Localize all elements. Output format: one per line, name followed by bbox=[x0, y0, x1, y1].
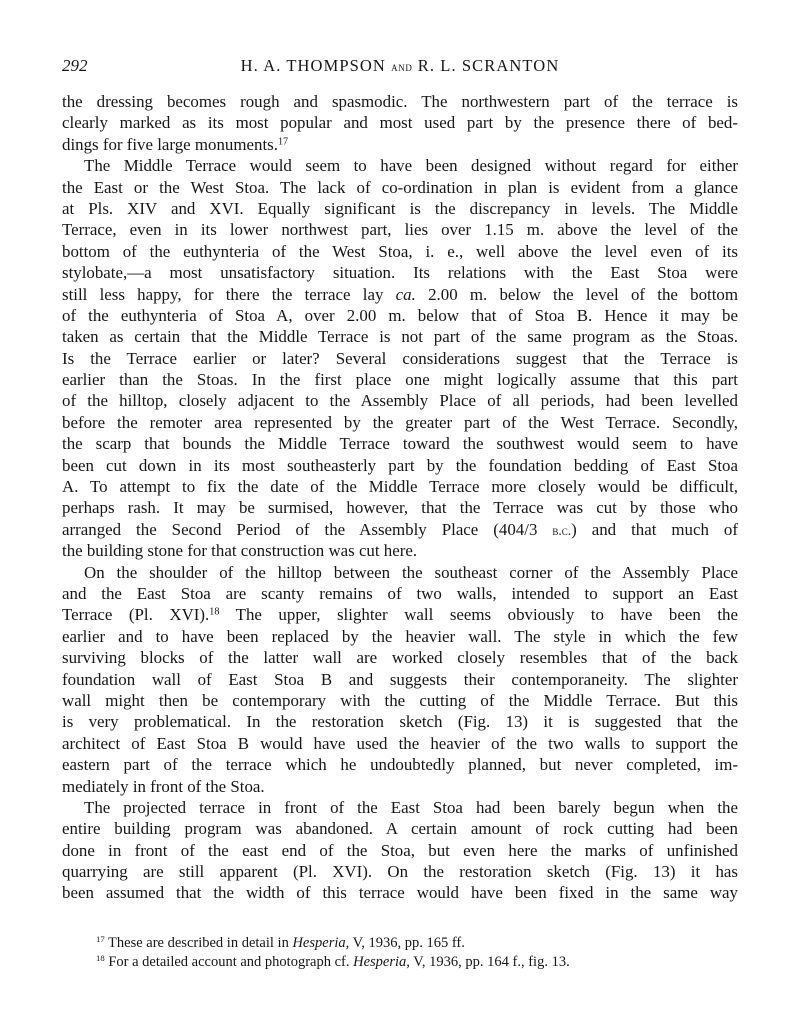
footnotes bbox=[96, 934, 736, 972]
text-line: the scarp that bounds the Middle Terrace toward the southwest would seem to have bbox=[62, 434, 738, 454]
italic-ca: ca. bbox=[395, 284, 416, 304]
text-segment: 2.00 m. below the level of the bottom bbox=[415, 284, 738, 304]
text-line: stylobate,—a most unsatisfactory situation. Its relations with the East Stoa were bbox=[62, 263, 738, 283]
footnote-text: These are described in detail in bbox=[104, 935, 293, 951]
text-line: the dressing becomes rough and spasmodic. The northwestern part of the terrace is bbox=[62, 92, 738, 111]
running-head-conjunction: and bbox=[391, 59, 413, 74]
text-line: A. To attempt to fix the date of the Middle Terrace more closely would be difficult, bbox=[62, 477, 738, 497]
text-segment: arranged the Second Period of the Assembly Place (404/3 bbox=[62, 519, 553, 539]
text-line: mediately in front of the Stoa. bbox=[62, 776, 265, 796]
text-segment: ) and that much of bbox=[571, 519, 738, 539]
author-thompson: H. A. THOMPSON bbox=[240, 56, 386, 75]
text-segment: Terrace (Pl. XVI). bbox=[62, 605, 210, 625]
text-line: is very problematical. In the restoration sketch (Fig. 13) it is suggested that the bbox=[62, 712, 738, 732]
text-line: earlier and to have been replaced by the heavier wall. The style in which the few bbox=[62, 626, 738, 646]
footnote-17 bbox=[96, 934, 736, 953]
text-line: perhaps rash. It may be surmised, however, that the Terrace was cut by those who bbox=[62, 498, 738, 518]
footnote-ref-17: 17 bbox=[277, 136, 289, 148]
paragraph-first-line: The projected terrace in front of the East Stoa had been barely begun when the bbox=[84, 797, 738, 817]
text-line: earlier than the Stoas. In the first place one might logically assume that this part bbox=[62, 370, 738, 390]
text-line: surviving blocks of the latter wall are worked closely resembles that of the back bbox=[62, 648, 738, 668]
footnote-number: 17 bbox=[96, 934, 105, 945]
footnote-number: 18 bbox=[96, 953, 105, 964]
footnote-ref-18: 18 bbox=[209, 606, 220, 618]
text-line: of the hilltop, closely adjacent to the Assembly Place of all periods, had been levelled bbox=[62, 391, 738, 411]
text-line bbox=[62, 284, 738, 305]
text-line: architect of East Stoa B would have used the heavier of the two walls to support the bbox=[62, 733, 738, 753]
footnote-text: For a detailed account and photograph cf. bbox=[104, 954, 354, 970]
text-line: entire building program was abandoned. A certain amount of rock cutting had been bbox=[62, 819, 738, 839]
text-line: done in front of the east end of the Stoa, but even here the marks of unfinished bbox=[62, 840, 738, 860]
journal-title: Hesperia, bbox=[353, 954, 410, 970]
text-line: before the remoter area represented by the greater part of the West Terrace. Secondly, bbox=[62, 412, 738, 432]
text-line bbox=[62, 519, 738, 540]
running-head bbox=[62, 56, 738, 76]
text-line: Is the Terrace earlier or later? Several considerations suggest that the Terrace is bbox=[62, 348, 738, 368]
text-segment: dings for five large monuments. bbox=[62, 134, 278, 154]
text-line: been assumed that the width of this terrace would have been fixed in the same way bbox=[62, 883, 738, 903]
small-caps-bc: b.c. bbox=[552, 522, 572, 538]
text-segment: The upper, slighter wall seems obviously to have been the bbox=[219, 605, 738, 625]
text-line bbox=[62, 604, 738, 625]
text-line: Terrace, even in its lower northwest part, lies over 1.15 m. above the level of the bbox=[62, 220, 738, 240]
paragraph-first-line: On the shoulder of the hilltop between the southeast corner of the Assembly Place bbox=[84, 562, 738, 582]
footnote-18 bbox=[96, 953, 736, 972]
page-header bbox=[62, 56, 738, 80]
text-line: eastern part of the terrace which he undoubtedly planned, but never completed, im- bbox=[62, 755, 738, 775]
text-line bbox=[62, 134, 738, 155]
paragraph-first-line: The Middle Terrace would seem to have been designed without regard for either bbox=[84, 156, 738, 176]
text-line: wall might then be contemporary with the cutting of the Middle Terrace. But this bbox=[62, 690, 738, 710]
text-line: and the East Stoa are scanty remains of two walls, intended to support an East bbox=[62, 583, 738, 603]
text-line: foundation wall of East Stoa B and suggests their contemporaneity. The slighter bbox=[62, 669, 738, 689]
journal-title: Hesperia, bbox=[292, 935, 350, 951]
footnote-text: V, 1936, pp. 165 ff. bbox=[349, 935, 465, 951]
text-line: been cut down in its most southeasterly part by the foundation bedding of East Stoa bbox=[62, 455, 738, 475]
text-line: taken as certain that the Middle Terrace is not part of the same program as the Stoas. bbox=[62, 327, 738, 347]
footnote-text: V, 1936, pp. 164 f., fig. 13. bbox=[409, 954, 570, 970]
body-text bbox=[62, 91, 738, 904]
text-line: the East or the West Stoa. The lack of co-ordination in plan is evident from a glance bbox=[62, 177, 738, 197]
author-scranton: R. L. SCRANTON bbox=[417, 56, 560, 75]
text-line: the building stone for that construction was cut here. bbox=[62, 541, 418, 561]
text-line: bottom of the euthynteria of the West Stoa, i. e., well above the level even of its bbox=[62, 241, 738, 261]
text-line: clearly marked as its most popular and most used part by the presence there of bed- bbox=[62, 113, 738, 133]
text-line: quarrying are still apparent (Pl. XVI). On the restoration sketch (Fig. 13) it has bbox=[62, 862, 738, 882]
page-number: 292 bbox=[62, 56, 88, 75]
text-segment: still less happy, for there the terrace lay bbox=[62, 284, 396, 304]
text-line: of the euthynteria of Stoa A, over 2.00 m. below that of Stoa B. Hence it may be bbox=[62, 305, 738, 325]
text-line: at Pls. XIV and XVI. Equally significant is the discrepancy in levels. The Middle bbox=[62, 198, 738, 218]
